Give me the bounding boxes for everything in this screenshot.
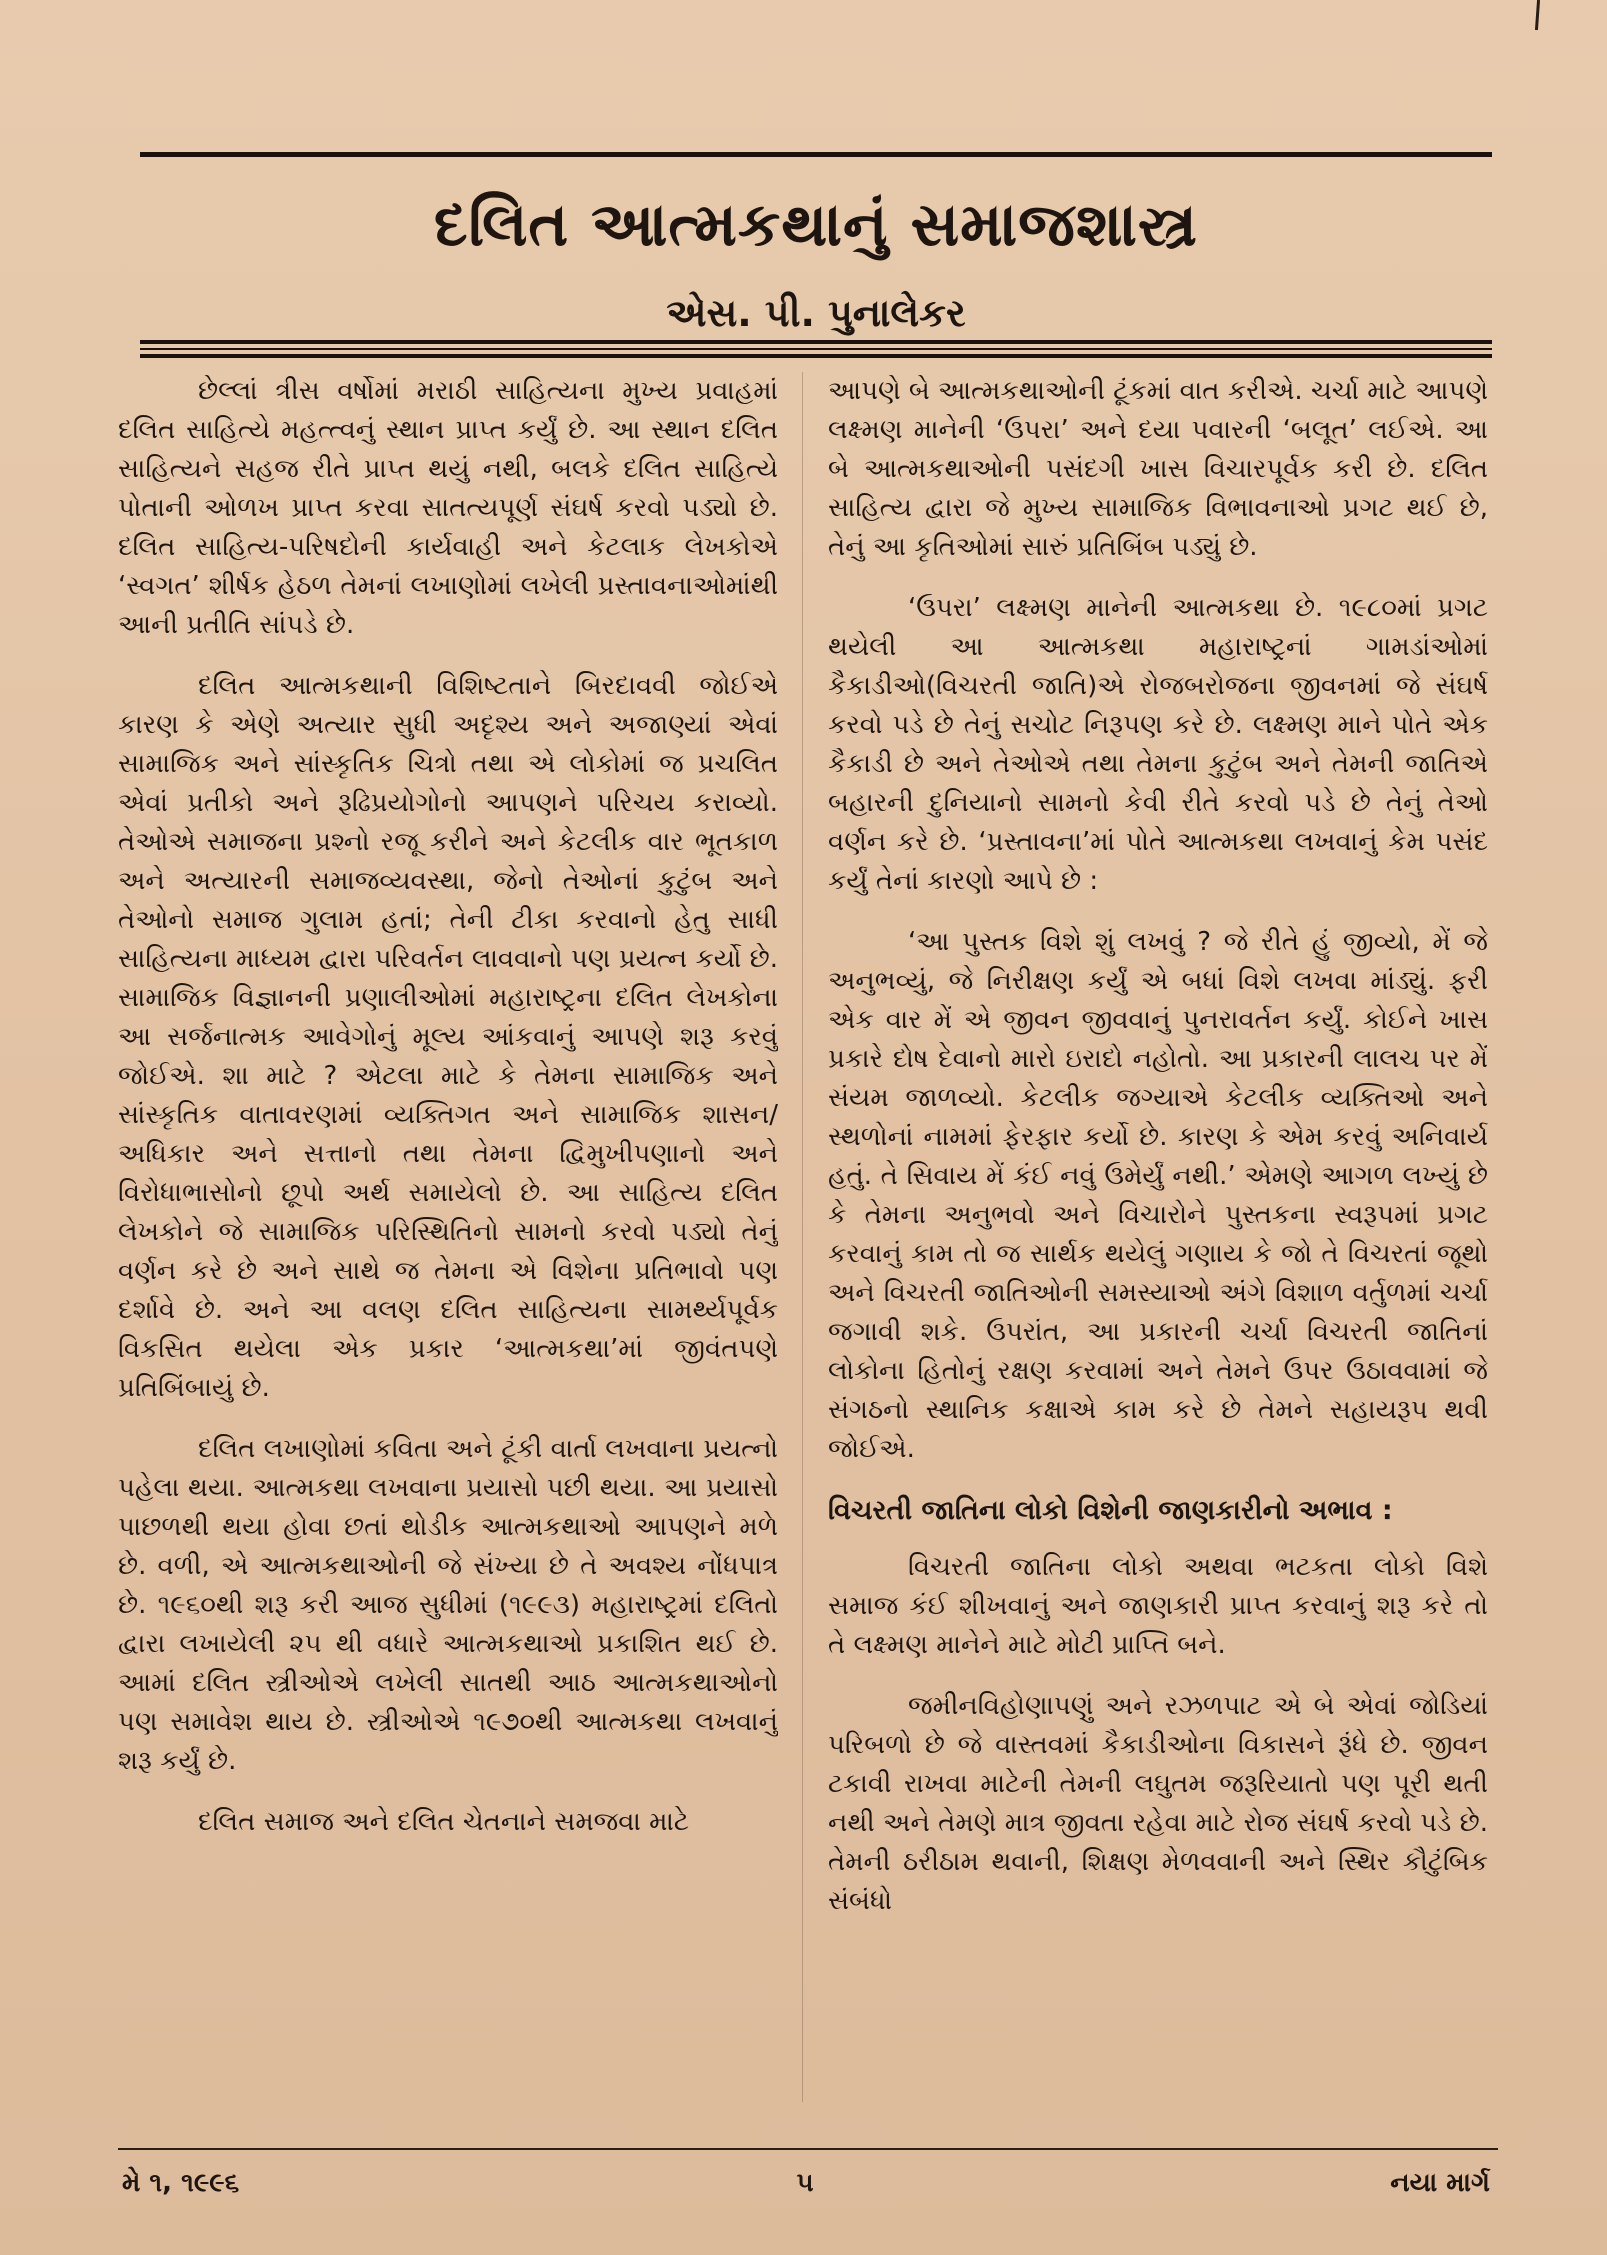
page-number: ૫ [796,2168,814,2198]
footer-date: મે ૧, ૧૯૯૬ [122,2168,240,2198]
article-title: દલિત આત્મકથાનું સમાજશાસ્ત્ર [433,190,1199,260]
paragraph: દલિત આત્મકથાની વિશિષ્ટતાને બિરદાવવી જોઈએ કારણ કે એણે અત્યાર સુધી અદૃશ્ય અને અજાણ્યાં એવાં સામાજિક અને સાંસ્કૃતિક ચિત્રો તથા એ લોકોમાં જ પ્રચલિત એવાં પ્રતીકો અને રૂઢિપ્રયોગોનો આપણને પરિચય કરાવ્યો. તેઓએ સમાજના પ્રશ્નો રજૂ કરીને અને કેટલીક વાર ભૂતકાળ અને અત્યારની સમાજવ્યવસ્થા, જેનો તેઓનાં કુટુંબ અને તેઓનો સમાજ ગુલામ હતાં; તેની ટીકા કરવાનો હેતુ સાધી સાહિત્યના માધ્યમ દ્વારા પરિવર્તન લાવવાનો પણ પ્રયત્ન કર્યો છે. સામાજિક વિજ્ઞાનની પ્રણાલીઓમાં મહારાષ્ટ્રના દલિત લેખકોના આ સર્જનાત્મક આવેગોનું મૂલ્ય આંકવાનું આપણે શરૂ કરવું જોઈએ. શા માટે ? એટલા માટે કે તેમના સામાજિક અને સાંસ્કૃતિક વાતાવરણમાં વ્યક્તિગત અને સામાજિક શાસન/અધિકાર અને સત્તાનો તથા તેમના દ્વિમુખીપણાનો અને વિરોધાભાસોનો છૂપો અર્થ સમાયેલો છે. આ સાહિત્ય દલિત લેખકોને જે સામાજિક પરિસ્થિતિનો સામનો કરવો પડ્યો તેનું વર્ણન કરે છે અને સાથે જ તેમના એ વિશેના પ્રતિભાવો પણ દર્શાવે છે. અને આ વલણ દલિત સાહિત્યના સામર્થ્યપૂર્વક વિકસિત થયેલા એક પ્રકાર ‘આત્મકથા’માં જીવંતપણે પ્રતિબિંબાયું છે. [118,671,778,1403]
publication-name: નયા માર્ગ [1390,2168,1490,2198]
header-rule-top [140,340,1492,344]
pen-mark [1535,0,1540,30]
column-divider [802,372,803,2102]
article-author: એસ. પી. પુનાલેકર [666,291,966,335]
paragraph: ‘ઉપરા’ લક્ષ્મણ માનેની આત્મકથા છે. ૧૯૮૦માં પ્રગટ થયેલી આ આત્મકથા મહારાષ્ટ્રનાં ગામડાંઓમાં કૈકાડીઓ(વિચરતી જાતિ)એ રોજબરોજના જીવનમાં જે સંઘર્ષ કરવો પડે છે તેનું સચોટ નિરૂપણ કરે છે. લક્ષ્મણ માને પોતે એક કૈકાડી છે અને તેઓએ તથા તેમના કુટુંબ અને તેમની જાતિએ બહારની દુનિયાનો સામનો કેવી રીતે કરવો પડે છે તેનું તેઓ વર્ણન કરે છે. ‘પ્રસ્તાવના’માં પોતે આત્મકથા લખવાનું કેમ પસંદ કર્યું તેનાં કારણો આપે છે : [828,593,1488,896]
footer-rule [118,2148,1498,2150]
paragraph: જમીનવિહોણાપણું અને રઝળપાટ એ બે એવાં જોડિયાં પરિબળો છે જે વાસ્તવમાં કૈકાડીઓના વિકાસને રૂંધે છે. જીવન ટકાવી રાખવા માટેની તેમની લઘુતમ જરૂરિયાતો પણ પૂરી થતી નથી અને તેમણે માત્ર જીવતા રહેવા માટે રોજ સંઘર્ષ કરવો પડે છે. તેમની ઠરીઠામ થવાની, શિક્ષણ મેળવવાની અને સ્થિર કૌટુંબિક સંબંધો [828,1691,1488,1916]
left-column [118,372,778,2102]
section-heading: વિચરતી જાતિના લોકો વિશેની જાણકારીનો અભાવ : [828,1495,1393,1526]
header-rule-bottom [140,354,1492,358]
header-rule-mid [140,348,1492,350]
paragraph: છેલ્લાં ત્રીસ વર્ષોમાં મરાઠી સાહિત્યના મુખ્ય પ્રવાહમાં દલિત સાહિત્યે મહત્ત્વનું સ્થાન પ્રાપ્ત કર્યું છે. આ સ્થાન દલિત સાહિત્યને સહજ રીતે પ્રાપ્ત થયું નથી, બલકે દલિત સાહિત્યે પોતાની ઓળખ પ્રાપ્ત કરવા સાતત્યપૂર્ણ સંઘર્ષ કરવો પડ્યો છે. દલિત સાહિત્ય-પરિષદોની કાર્યવાહી અને કેટલાક લેખકોએ ‘સ્વગત’ શીર્ષક હેઠળ તેમનાં લખાણોમાં લખેલી પ્રસ્તાવનાઓમાંથી આની પ્રતીતિ સાંપડે છે. [118,376,778,640]
paragraph: દલિત લખાણોમાં કવિતા અને ટૂંકી વાર્તા લખવાના પ્રયત્નો પહેલા થયા. આત્મકથા લખવાના પ્રયાસો પછી થયા. આ પ્રયાસો પાછળથી થયા હોવા છતાં થોડીક આત્મકથાઓ આપણને મળે છે. વળી, એ આત્મકથાઓની જે સંખ્યા છે તે અવશ્ય નોંધપાત્ર છે. ૧૯૬૦થી શરૂ કરી આજ સુધીમાં (૧૯૯૩) મહારાષ્ટ્રમાં દલિતો દ્વારા લખાયેલી ૨૫ થી વધારે આત્મકથાઓ પ્રકાશિત થઈ છે. આમાં દલિત સ્ત્રીઓએ લખેલી સાતથી આઠ આત્મકથાઓનો પણ સમાવેશ થાય છે. સ્ત્રીઓએ ૧૯૭૦થી આત્મકથા લખવાનું શરૂ કર્યું છે. [118,1434,778,1776]
top-rule [140,152,1492,157]
paragraph: આપણે બે આત્મકથાઓની ટૂંકમાં વાત કરીએ. ચર્ચા માટે આપણે લક્ષ્મણ માનેની ‘ઉપરા’ અને દયા પવારની ‘બલૂત’ લઈએ. આ બે આત્મકથાઓની પસંદગી ખાસ વિચારપૂર્વક કરી છે. દલિત સાહિત્ય દ્વારા જે મુખ્ય સામાજિક વિભાવનાઓ પ્રગટ થઈ છે, તેનું આ કૃતિઓમાં સારું પ્રતિબિંબ પડ્યું છે. [828,376,1488,562]
quote-paragraph: ‘આ પુસ્તક વિશે શું લખવું ? જે રીતે હું જીવ્યો, મેં જે અનુભવ્યું, જે નિરીક્ષણ કર્યું એ બધાં વિશે લખવા માંડ્યું. ફરી એક વાર મેં એ જીવન જીવવાનું પુનરાવર્તન કર્યું. કોઈને ખાસ પ્રકારે દોષ દેવાનો મારો ઇરાદો નહોતો. આ પ્રકારની લાલચ પર મેં સંયમ જાળવ્યો. કેટલીક જગ્યાએ કેટલીક વ્યક્તિઓ અને સ્થળોનાં નામમાં ફેરફાર કર્યો છે. કારણ કે એમ કરવું અનિવાર્ય હતું. તે સિવાય મેં કંઈ નવું ઉમેર્યું નથી.’ એમણે આગળ લખ્યું છે કે તેમના અનુભવો અને વિચારોને પુસ્તકના સ્વરૂપમાં પ્રગટ કરવાનું કામ તો જ સાર્થક થયેલું ગણાય કે જો તે વિચરતાં જૂથો અને વિચરતી જાતિઓની સમસ્યાઓ અંગે વિશાળ વર્તુળમાં ચર્ચા જગાવી શકે. ઉપરાંત, આ પ્રકારની ચર્ચા વિચરતી જાતિનાં લોકોના હિતોનું રક્ષણ કરવામાં અને તેમને ઉપર ઉઠાવવામાં જે સંગઠનો સ્થાનિક કક્ષાએ કામ કરે છે તેમને સહાયરૂપ થવી જોઈએ. [828,927,1488,1464]
paragraph: વિચરતી જાતિના લોકો અથવા ભટકતા લોકો વિશે સમાજ કંઈ શીખવાનું અને જાણકારી પ્રાપ્ત કરવાનું શરૂ કરે તો તે લક્ષ્મણ માનેને માટે મોટી પ્રાપ્તિ બને. [828,1552,1488,1660]
paragraph: દલિત સમાજ અને દલિત ચેતનાને સમજવા માટે [198,1807,689,1837]
right-column [828,372,1488,2102]
